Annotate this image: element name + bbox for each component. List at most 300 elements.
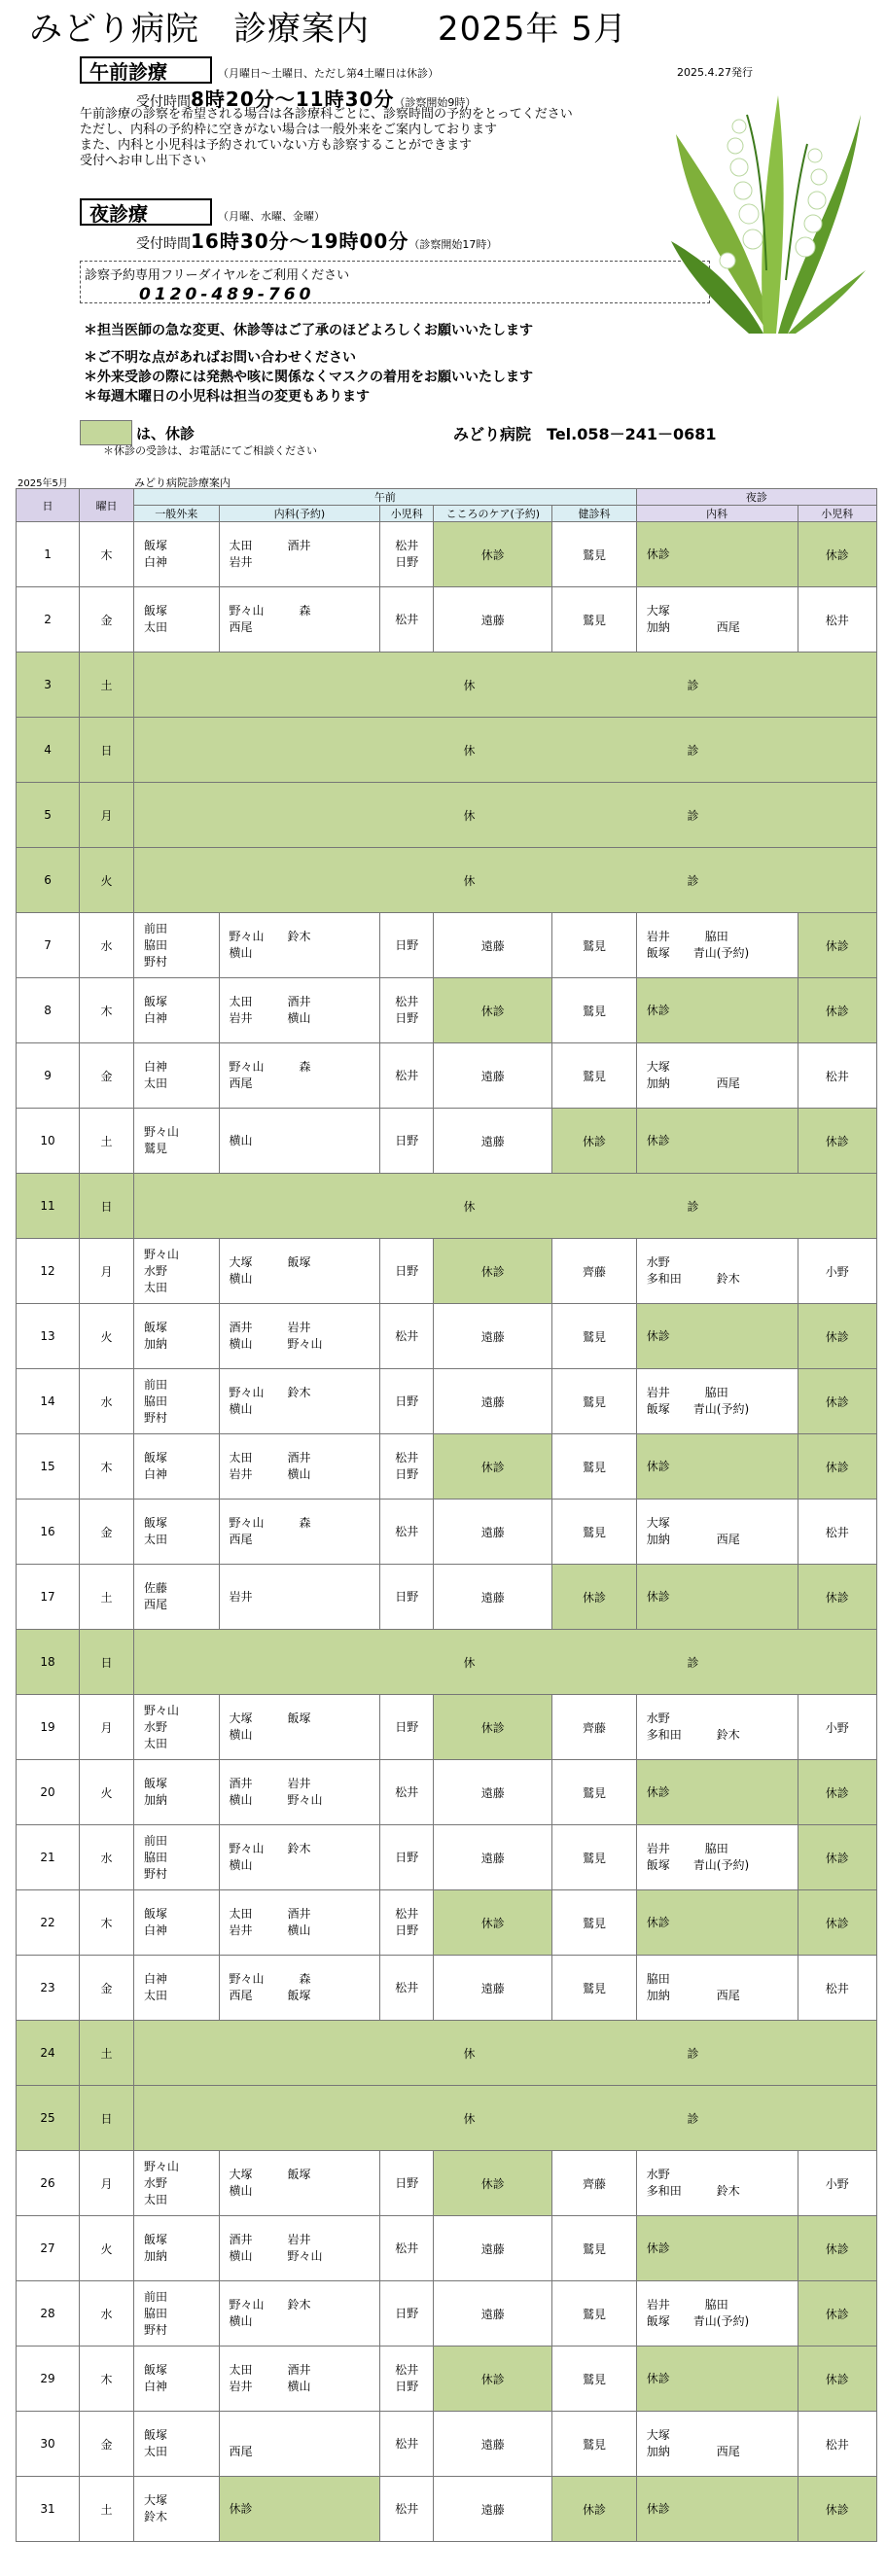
- day-cell: 29: [17, 2347, 80, 2412]
- pediatrics-cell: 日野: [380, 2281, 434, 2347]
- mental-care-cell: 遠藤: [434, 1043, 552, 1109]
- table-row: [17, 1825, 877, 1890]
- dial-label: 診察予約専用フリーダイヤルをご利用ください: [85, 268, 350, 283]
- table-row: [17, 2021, 877, 2086]
- weekday-cell: 金: [80, 2412, 134, 2477]
- checkup-cell: 鷲見: [552, 1500, 636, 1565]
- table-row: [17, 1369, 877, 1434]
- evening-pediatrics-cell: 休診: [798, 1369, 876, 1434]
- day-cell: 5: [17, 783, 80, 848]
- holiday-char-1: 休: [463, 678, 477, 692]
- evening-pediatrics-cell: 松井: [798, 2412, 876, 2477]
- general-cell: 前田 脇田 野村: [134, 913, 219, 978]
- internal-reserved-cell: 野々山 森 西尾 飯塚: [219, 1956, 380, 2021]
- table-row: [17, 1890, 877, 1956]
- checkup-cell: 鷲見: [552, 978, 636, 1043]
- table-row: [17, 2347, 877, 2412]
- evening-pediatrics-cell: 小野: [798, 2151, 876, 2216]
- mental-care-cell: 遠藤: [434, 1760, 552, 1825]
- evening-internal-cell: 水野 多和田 鈴木: [636, 1695, 798, 1760]
- header-evening: 夜診: [636, 489, 876, 506]
- table-row: [17, 1956, 877, 2021]
- general-cell: 前田 脇田 野村: [134, 1825, 219, 1890]
- weekday-cell: 火: [80, 848, 134, 913]
- weekday-cell: 日: [80, 1174, 134, 1239]
- evening-label: 夜診療: [80, 198, 212, 226]
- evening-pediatrics-cell: 休診: [798, 1760, 876, 1825]
- day-cell: 2: [17, 587, 80, 653]
- header-evening-internal: 内科: [636, 506, 798, 522]
- mental-care-cell: 遠藤: [434, 587, 552, 653]
- header-day: 日: [17, 489, 80, 522]
- table-row: [17, 783, 877, 848]
- table-row: [17, 1304, 877, 1369]
- weekday-cell: 火: [80, 1304, 134, 1369]
- header-checkup: 健診科: [552, 506, 636, 522]
- reservation-dial-box: [80, 261, 710, 303]
- weekday-cell: 金: [80, 1500, 134, 1565]
- weekday-cell: 土: [80, 1109, 134, 1174]
- table-row: [17, 1109, 877, 1174]
- weekday-cell: 金: [80, 1043, 134, 1109]
- holiday-char-1: 休: [463, 1199, 477, 1214]
- day-cell: 27: [17, 2216, 80, 2281]
- internal-reserved-cell: 横山: [219, 1109, 380, 1174]
- day-cell: 3: [17, 653, 80, 718]
- hospital-contact: みどり病院 Tel.058－241－0681: [453, 425, 717, 443]
- mental-care-cell: 遠藤: [434, 1369, 552, 1434]
- legend-note: ＊休診の受診は、お電話にてご相談ください: [103, 444, 317, 457]
- weekday-cell: 月: [80, 783, 134, 848]
- mental-care-cell: 遠藤: [434, 913, 552, 978]
- general-cell: 野々山 水野 太田: [134, 1239, 219, 1304]
- table-row: [17, 2412, 877, 2477]
- general-cell: 飯塚 白神: [134, 978, 219, 1043]
- evening-pediatrics-cell: 休診: [798, 2477, 876, 2542]
- pediatrics-cell: 松井 日野: [380, 978, 434, 1043]
- table-row: [17, 1434, 877, 1500]
- holiday-char-1: 休: [463, 2111, 477, 2126]
- internal-reserved-cell: 大塚 飯塚 横山: [219, 1695, 380, 1760]
- holiday-cell: [134, 2021, 877, 2086]
- day-cell: 15: [17, 1434, 80, 1500]
- table-row: [17, 2281, 877, 2347]
- mental-care-cell: 休診: [434, 1434, 552, 1500]
- checkup-cell: 鷲見: [552, 1043, 636, 1109]
- morning-label: 午前診療: [80, 56, 212, 84]
- internal-reserved-cell: 大塚 飯塚 横山: [219, 2151, 380, 2216]
- evening-pediatrics-cell: 休診: [798, 522, 876, 587]
- evening-pediatrics-cell: 松井: [798, 1500, 876, 1565]
- evening-pediatrics-cell: 休診: [798, 1825, 876, 1890]
- general-cell: 野々山 水野 太田: [134, 2151, 219, 2216]
- day-cell: 30: [17, 2412, 80, 2477]
- checkup-cell: 鷲見: [552, 1760, 636, 1825]
- evening-internal-cell: 休診: [636, 1434, 798, 1500]
- pediatrics-cell: 日野: [380, 913, 434, 978]
- evening-pediatrics-cell: 小野: [798, 1695, 876, 1760]
- table-row: [17, 1043, 877, 1109]
- general-cell: 飯塚 太田: [134, 587, 219, 653]
- weekday-cell: 日: [80, 1630, 134, 1695]
- pediatrics-cell: 松井: [380, 587, 434, 653]
- day-cell: 16: [17, 1500, 80, 1565]
- mental-care-cell: 休診: [434, 978, 552, 1043]
- weekday-cell: 月: [80, 2151, 134, 2216]
- table-row: [17, 1565, 877, 1630]
- internal-reserved-cell: 休診: [219, 2477, 380, 2542]
- evening-internal-cell: 脇田 加納 西尾: [636, 1956, 798, 2021]
- general-cell: 野々山 水野 太田: [134, 1695, 219, 1760]
- day-cell: 1: [17, 522, 80, 587]
- pediatrics-cell: 日野: [380, 1695, 434, 1760]
- pediatrics-cell: 日野: [380, 1369, 434, 1434]
- holiday-cell: [134, 2086, 877, 2151]
- checkup-cell: 鷲見: [552, 2347, 636, 2412]
- table-row: [17, 718, 877, 783]
- weekday-cell: 日: [80, 2086, 134, 2151]
- holiday-char-2: 診: [687, 873, 700, 888]
- day-cell: 20: [17, 1760, 80, 1825]
- evening-pediatrics-cell: 休診: [798, 1109, 876, 1174]
- pediatrics-cell: 松井 日野: [380, 2347, 434, 2412]
- evening-pediatrics-cell: 休診: [798, 978, 876, 1043]
- general-cell: 飯塚 太田: [134, 1500, 219, 1565]
- internal-reserved-cell: 野々山 森 西尾: [219, 1043, 380, 1109]
- holiday-cell: [134, 848, 877, 913]
- holiday-char-2: 診: [687, 678, 700, 692]
- header-internal-reserved: 内科(予約): [219, 506, 380, 522]
- table-row: [17, 1695, 877, 1760]
- evening-internal-cell: 岩井 脇田 飯塚 青山(予約): [636, 2281, 798, 2347]
- table-name: みどり病院診療案内: [134, 476, 231, 489]
- day-cell: 28: [17, 2281, 80, 2347]
- pediatrics-cell: 松井: [380, 2412, 434, 2477]
- day-cell: 6: [17, 848, 80, 913]
- internal-reserved-cell: 野々山 森 西尾: [219, 587, 380, 653]
- evening-pediatrics-cell: 休診: [798, 913, 876, 978]
- general-cell: 飯塚 加納: [134, 1304, 219, 1369]
- table-row: [17, 1760, 877, 1825]
- table-row: [17, 978, 877, 1043]
- day-cell: 11: [17, 1174, 80, 1239]
- pediatrics-cell: 松井 日野: [380, 1434, 434, 1500]
- header-pediatrics: 小児科: [380, 506, 434, 522]
- checkup-cell: 鷲見: [552, 2281, 636, 2347]
- table-row: [17, 1630, 877, 1695]
- evening-internal-cell: 休診: [636, 2216, 798, 2281]
- internal-reserved-cell: 酒井 岩井 横山 野々山: [219, 1760, 380, 1825]
- holiday-char-2: 診: [687, 1655, 700, 1670]
- mental-care-cell: 遠藤: [434, 1500, 552, 1565]
- general-cell: 飯塚 加納: [134, 1760, 219, 1825]
- evening-internal-cell: 休診: [636, 1109, 798, 1174]
- general-cell: 白神 太田: [134, 1043, 219, 1109]
- lily-of-the-valley-illustration: [671, 76, 866, 338]
- general-cell: 前田 脇田 野村: [134, 1369, 219, 1434]
- holiday-char-2: 診: [687, 2046, 700, 2061]
- pediatrics-cell: 松井: [380, 1304, 434, 1369]
- evening-pediatrics-cell: 休診: [798, 1890, 876, 1956]
- table-row: [17, 2151, 877, 2216]
- general-cell: 飯塚 加納: [134, 2216, 219, 2281]
- weekday-cell: 土: [80, 653, 134, 718]
- pediatrics-cell: 松井 日野: [380, 522, 434, 587]
- pediatrics-cell: 松井 日野: [380, 1890, 434, 1956]
- evening-pediatrics-cell: 松井: [798, 1043, 876, 1109]
- checkup-cell: 鷲見: [552, 2412, 636, 2477]
- evening-internal-cell: 水野 多和田 鈴木: [636, 1239, 798, 1304]
- checkup-cell: 鷲見: [552, 1956, 636, 2021]
- evening-internal-cell: 休診: [636, 1890, 798, 1956]
- weekday-cell: 水: [80, 913, 134, 978]
- issue-date: 2025.4.27発行: [677, 66, 753, 79]
- pediatrics-cell: 松井: [380, 1760, 434, 1825]
- day-cell: 17: [17, 1565, 80, 1630]
- mental-care-cell: 遠藤: [434, 1565, 552, 1630]
- day-cell: 26: [17, 2151, 80, 2216]
- day-cell: 25: [17, 2086, 80, 2151]
- evening-internal-cell: 休診: [636, 2477, 798, 2542]
- general-cell: 飯塚 白神: [134, 522, 219, 587]
- day-cell: 7: [17, 913, 80, 978]
- table-year-month: 2025年5月: [18, 478, 68, 489]
- table-row: [17, 587, 877, 653]
- evening-internal-cell: 岩井 脇田 飯塚 青山(予約): [636, 1369, 798, 1434]
- evening-pediatrics-cell: 休診: [798, 2347, 876, 2412]
- internal-reserved-cell: 太田 酒井 岩井 横山: [219, 978, 380, 1043]
- morning-hours: 受付時間8時20分～11時30分（診察開始9時）: [136, 88, 477, 111]
- checkup-cell: 鷲見: [552, 913, 636, 978]
- mental-care-cell: 遠藤: [434, 2281, 552, 2347]
- pediatrics-cell: 日野: [380, 1825, 434, 1890]
- table-row: [17, 913, 877, 978]
- holiday-cell: [134, 653, 877, 718]
- checkup-cell: 鷲見: [552, 1369, 636, 1434]
- pediatrics-cell: 松井: [380, 1500, 434, 1565]
- holiday-cell: [134, 783, 877, 848]
- general-cell: 大塚 鈴木: [134, 2477, 219, 2542]
- mental-care-cell: 休診: [434, 522, 552, 587]
- evening-internal-cell: 大塚 加納 西尾: [636, 587, 798, 653]
- weekday-cell: 月: [80, 1695, 134, 1760]
- pediatrics-cell: 日野: [380, 1239, 434, 1304]
- pediatrics-cell: 日野: [380, 1109, 434, 1174]
- holiday-char-1: 休: [463, 808, 477, 823]
- pediatrics-cell: 松井: [380, 2216, 434, 2281]
- internal-reserved-cell: 太田 酒井 岩井 横山: [219, 2347, 380, 2412]
- mental-care-cell: 休診: [434, 1239, 552, 1304]
- checkup-cell: 鷲見: [552, 587, 636, 653]
- evening-internal-cell: 大塚 加納 西尾: [636, 1500, 798, 1565]
- day-cell: 22: [17, 1890, 80, 1956]
- checkup-cell: 齊藤: [552, 1239, 636, 1304]
- day-cell: 14: [17, 1369, 80, 1434]
- general-cell: 白神 太田: [134, 1956, 219, 2021]
- table-row: [17, 1174, 877, 1239]
- evening-internal-cell: 水野 多和田 鈴木: [636, 2151, 798, 2216]
- day-cell: 21: [17, 1825, 80, 1890]
- page-title: みどり病院 診療案内 2025年 5月: [29, 10, 627, 49]
- holiday-char-2: 診: [687, 808, 700, 823]
- general-cell: 佐藤 西尾: [134, 1565, 219, 1630]
- evening-pediatrics-cell: 休診: [798, 2281, 876, 2347]
- day-cell: 18: [17, 1630, 80, 1695]
- holiday-char-2: 診: [687, 743, 700, 758]
- table-row: [17, 522, 877, 587]
- evening-pediatrics-cell: 松井: [798, 587, 876, 653]
- weekday-cell: 金: [80, 587, 134, 653]
- mental-care-cell: 遠藤: [434, 2412, 552, 2477]
- internal-reserved-cell: 岩井: [219, 1565, 380, 1630]
- holiday-cell: [134, 1630, 877, 1695]
- table-row: [17, 2216, 877, 2281]
- notices: ＊担当医師の急な変更、休診等はご了承のほどよろしくお願いいたします ＊ご不明な点があればお問い合わせください ＊外来受診の際には発熱や咳に関係なくマスクの着用をお願いいたします ＊毎週木曜日の小児科は担当の変更もあります: [84, 323, 533, 405]
- pediatrics-cell: 松井: [380, 1043, 434, 1109]
- header-mental-care: こころのケア(予約): [434, 506, 552, 522]
- evening-internal-cell: 休診: [636, 1565, 798, 1630]
- evening-pediatrics-cell: 小野: [798, 1239, 876, 1304]
- weekday-cell: 土: [80, 2021, 134, 2086]
- day-cell: 31: [17, 2477, 80, 2542]
- holiday-char-1: 休: [463, 743, 477, 758]
- weekday-cell: 金: [80, 1956, 134, 2021]
- day-cell: 24: [17, 2021, 80, 2086]
- weekday-cell: 水: [80, 1825, 134, 1890]
- general-cell: 飯塚 白神: [134, 2347, 219, 2412]
- internal-reserved-cell: 野々山 鈴木 横山: [219, 1825, 380, 1890]
- evening-pediatrics-cell: 休診: [798, 1434, 876, 1500]
- evening-days: （月曜、水曜、金曜）: [218, 210, 325, 223]
- internal-reserved-cell: 野々山 鈴木 横山: [219, 2281, 380, 2347]
- schedule-table: [16, 488, 877, 2542]
- header-general: 一般外来: [134, 506, 219, 522]
- mental-care-cell: 遠藤: [434, 1956, 552, 2021]
- table-row: [17, 1239, 877, 1304]
- weekday-cell: 土: [80, 2477, 134, 2542]
- checkup-cell: 休診: [552, 2477, 636, 2542]
- weekday-cell: 日: [80, 718, 134, 783]
- day-cell: 19: [17, 1695, 80, 1760]
- evening-internal-cell: 大塚 加納 西尾: [636, 2412, 798, 2477]
- day-cell: 4: [17, 718, 80, 783]
- internal-reserved-cell: 酒井 岩井 横山 野々山: [219, 2216, 380, 2281]
- internal-reserved-cell: 野々山 鈴木 横山: [219, 1369, 380, 1434]
- weekday-cell: 火: [80, 2216, 134, 2281]
- table-row: [17, 2086, 877, 2151]
- weekday-cell: 火: [80, 1760, 134, 1825]
- internal-reserved-cell: 野々山 鈴木 横山: [219, 913, 380, 978]
- checkup-cell: 鷲見: [552, 2216, 636, 2281]
- evening-internal-cell: 大塚 加納 西尾: [636, 1043, 798, 1109]
- evening-internal-cell: 休診: [636, 978, 798, 1043]
- checkup-cell: 休診: [552, 1565, 636, 1630]
- evening-internal-cell: 休診: [636, 522, 798, 587]
- general-cell: 飯塚 太田: [134, 2412, 219, 2477]
- checkup-cell: 鷲見: [552, 1434, 636, 1500]
- mental-care-cell: 休診: [434, 2151, 552, 2216]
- evening-pediatrics-cell: 松井: [798, 1956, 876, 2021]
- day-cell: 8: [17, 978, 80, 1043]
- checkup-cell: 鷲見: [552, 1304, 636, 1369]
- day-cell: 12: [17, 1239, 80, 1304]
- general-cell: 飯塚 白神: [134, 1434, 219, 1500]
- internal-reserved-cell: 太田 酒井 岩井: [219, 522, 380, 587]
- internal-reserved-cell: 西尾: [219, 2412, 380, 2477]
- holiday-char-1: 休: [463, 1655, 477, 1670]
- holiday-char-2: 診: [687, 2111, 700, 2126]
- day-cell: 23: [17, 1956, 80, 2021]
- evening-internal-cell: 休診: [636, 2347, 798, 2412]
- mental-care-cell: 休診: [434, 1890, 552, 1956]
- header-evening-pediatrics: 小児科: [798, 506, 876, 522]
- day-cell: 9: [17, 1043, 80, 1109]
- internal-reserved-cell: 野々山 森 西尾: [219, 1500, 380, 1565]
- day-cell: 10: [17, 1109, 80, 1174]
- weekday-cell: 木: [80, 522, 134, 587]
- internal-reserved-cell: 酒井 岩井 横山 野々山: [219, 1304, 380, 1369]
- dial-number[interactable]: 0120-489-760: [139, 285, 315, 304]
- day-cell: 13: [17, 1304, 80, 1369]
- evening-hours: 受付時間16時30分～19時00分（診察開始17時）: [136, 229, 498, 253]
- schedule-body: [17, 522, 877, 2542]
- checkup-cell: 齊藤: [552, 1695, 636, 1760]
- weekday-cell: 木: [80, 2347, 134, 2412]
- pediatrics-cell: 日野: [380, 2151, 434, 2216]
- weekday-cell: 水: [80, 1369, 134, 1434]
- evening-pediatrics-cell: 休診: [798, 2216, 876, 2281]
- mental-care-cell: 休診: [434, 2347, 552, 2412]
- internal-reserved-cell: 太田 酒井 岩井 横山: [219, 1890, 380, 1956]
- evening-internal-cell: 休診: [636, 1760, 798, 1825]
- table-row: [17, 1500, 877, 1565]
- checkup-cell: 休診: [552, 1109, 636, 1174]
- legend-text: は、休診: [136, 425, 195, 442]
- holiday-cell: [134, 718, 877, 783]
- general-cell: 前田 脇田 野村: [134, 2281, 219, 2347]
- weekday-cell: 木: [80, 978, 134, 1043]
- holiday-char-1: 休: [463, 873, 477, 888]
- checkup-cell: 鷲見: [552, 1890, 636, 1956]
- weekday-cell: 月: [80, 1239, 134, 1304]
- header-morning: 午前: [134, 489, 637, 506]
- checkup-cell: 齊藤: [552, 2151, 636, 2216]
- holiday-char-2: 診: [687, 1199, 700, 1214]
- pediatrics-cell: 松井: [380, 1956, 434, 2021]
- mental-care-cell: 遠藤: [434, 2477, 552, 2542]
- holiday-cell: [134, 1174, 877, 1239]
- table-row: [17, 848, 877, 913]
- general-cell: 野々山 鷲見: [134, 1109, 219, 1174]
- mental-care-cell: 遠藤: [434, 1825, 552, 1890]
- mental-care-cell: 遠藤: [434, 1109, 552, 1174]
- pediatrics-cell: 日野: [380, 1565, 434, 1630]
- morning-notes: 午前診療の診察を希望される場合は各診療科ごとに、診察時間の予約をとってください ただし、内科の予約枠に空きがない場合は一般外来をご案内しております また、内科と小児科は予約されていない方も診察することができます 受付へお申し出下さい: [80, 107, 573, 168]
- general-cell: 飯塚 白神: [134, 1890, 219, 1956]
- mental-care-cell: 遠藤: [434, 1304, 552, 1369]
- evening-internal-cell: 岩井 脇田 飯塚 青山(予約): [636, 1825, 798, 1890]
- holiday-char-1: 休: [463, 2046, 477, 2061]
- mental-care-cell: 休診: [434, 1695, 552, 1760]
- table-row: [17, 2477, 877, 2542]
- mental-care-cell: 遠藤: [434, 2216, 552, 2281]
- evening-pediatrics-cell: 休診: [798, 1565, 876, 1630]
- header-weekday: 曜日: [80, 489, 134, 522]
- internal-reserved-cell: 大塚 飯塚 横山: [219, 1239, 380, 1304]
- morning-days: （月曜日～土曜日、ただし第4土曜日は休診）: [218, 67, 439, 80]
- pediatrics-cell: 松井: [380, 2477, 434, 2542]
- table-row: [17, 653, 877, 718]
